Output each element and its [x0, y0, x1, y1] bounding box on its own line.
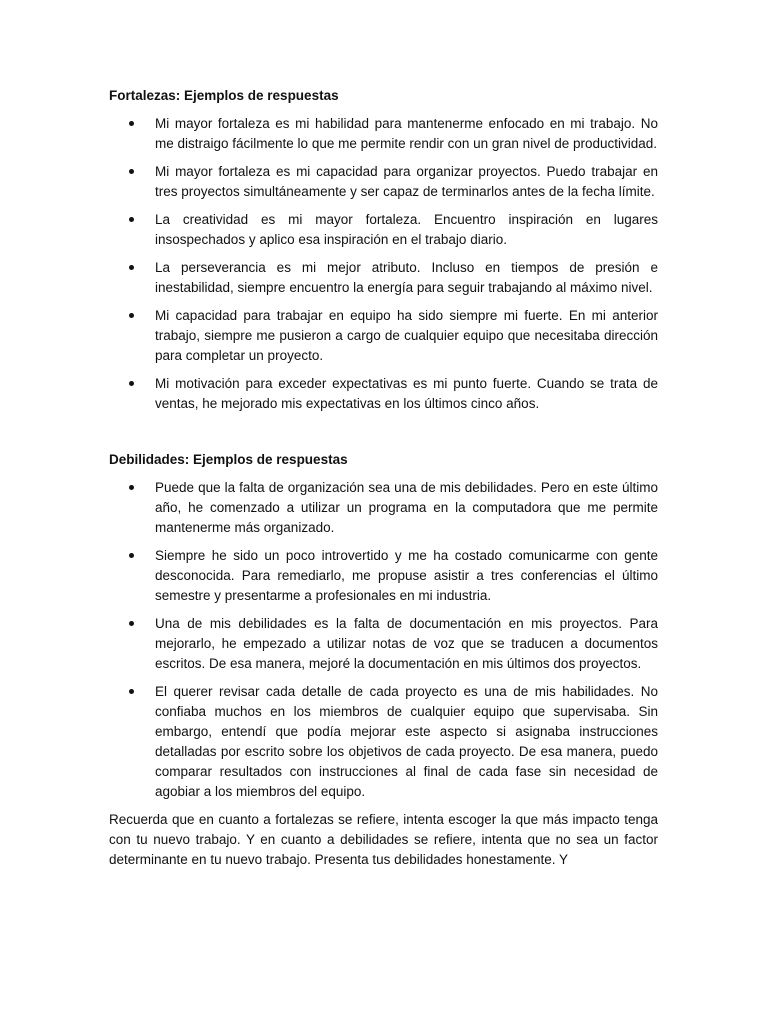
weakness-item [109, 546, 658, 606]
closing-paragraph: Recuerda que en cuanto a fortalezas se refiere, intenta escoger la que más impacto tenga con tu nuevo trabajo. Y en cuanto a debilidades se refiere, intenta que no sea un factor determinante en tu nuevo trabajo. Presenta tus debilidades honestamente. Y [109, 812, 658, 867]
bullet-icon [129, 621, 134, 626]
strength-item-text: Mi motivación para exceder expectativas es mi punto fuerte. Cuando se trata de ventas, he mejorado mis expectativas en los últimos cinco años. [155, 376, 658, 411]
strength-item [109, 258, 658, 298]
weaknesses-heading: Debilidades: Ejemplos de respuestas [109, 452, 348, 467]
weakness-item-text: Una de mis debilidades es la falta de documentación en mis proyectos. Para mejorarlo, he empezado a utilizar notas de voz que se traducen a documentos escritos. De esa manera, mejoré la documentación en mis últimos dos proyectos. [155, 616, 658, 671]
strength-item [109, 210, 658, 250]
document-body [109, 86, 658, 870]
strength-item-text: Mi mayor fortaleza es mi capacidad para organizar proyectos. Puedo trabajar en tres proyectos simultáneamente y ser capaz de terminarlos antes de la fecha límite. [155, 164, 658, 199]
bullet-icon [129, 381, 134, 386]
strength-item-text: Mi mayor fortaleza es mi habilidad para mantenerme enfocado en mi trabajo. No me distraigo fácilmente lo que me permite rendir con un gran nivel de productividad. [155, 116, 658, 151]
bullet-icon [129, 553, 134, 558]
strength-item [109, 306, 658, 366]
weakness-item-text: Puede que la falta de organización sea una de mis debilidades. Pero en este último año, he comenzado a utilizar un programa en la computadora que me permite mantenerme más organizado. [155, 480, 658, 535]
bullet-icon [129, 217, 134, 222]
strength-item [109, 374, 658, 414]
bullet-icon [129, 689, 134, 694]
section-spacer [109, 422, 658, 450]
weakness-item [109, 478, 658, 538]
bullet-icon [129, 485, 134, 490]
strength-item [109, 114, 658, 154]
weakness-item [109, 682, 658, 802]
weakness-item-text: El querer revisar cada detalle de cada proyecto es una de mis habilidades. No confiaba muchos en los miembros de cualquier equipo que supervisaba. Sin embargo, entendí que podía mejorar este aspecto si asignaba instrucciones detalladas por escrito sobre los objetivos de cada proyecto. De esa manera, puedo comparar resultados con instrucciones al final de cada fase sin necesidad de agobiar a los miembros del equipo. [155, 684, 658, 799]
bullet-icon [129, 121, 134, 126]
bullet-icon [129, 265, 134, 270]
strengths-heading: Fortalezas: Ejemplos de respuestas [109, 88, 339, 103]
strength-item-text: Mi capacidad para trabajar en equipo ha sido siempre mi fuerte. En mi anterior trabajo, siempre me pusieron a cargo de cualquier equipo que necesitaba dirección para completar un proyecto. [155, 308, 658, 363]
weakness-item-text: Siempre he sido un poco introvertido y me ha costado comunicarme con gente desconocida. Para remediarlo, me propuse asistir a tres conferencias el último semestre y presentarme a profesionales en mi industria. [155, 548, 658, 603]
strength-item-text: La creatividad es mi mayor fortaleza. Encuentro inspiración en lugares insospechados y aplico esa inspiración en el trabajo diario. [155, 212, 658, 247]
strengths-list [109, 114, 658, 414]
bullet-icon [129, 169, 134, 174]
strength-item [109, 162, 658, 202]
strength-item-text: La perseverancia es mi mejor atributo. Incluso en tiempos de presión e inestabilidad, siempre encuentro la energía para seguir trabajando al máximo nivel. [155, 260, 658, 295]
bullet-icon [129, 313, 134, 318]
weaknesses-list [109, 478, 658, 802]
weakness-item [109, 614, 658, 674]
